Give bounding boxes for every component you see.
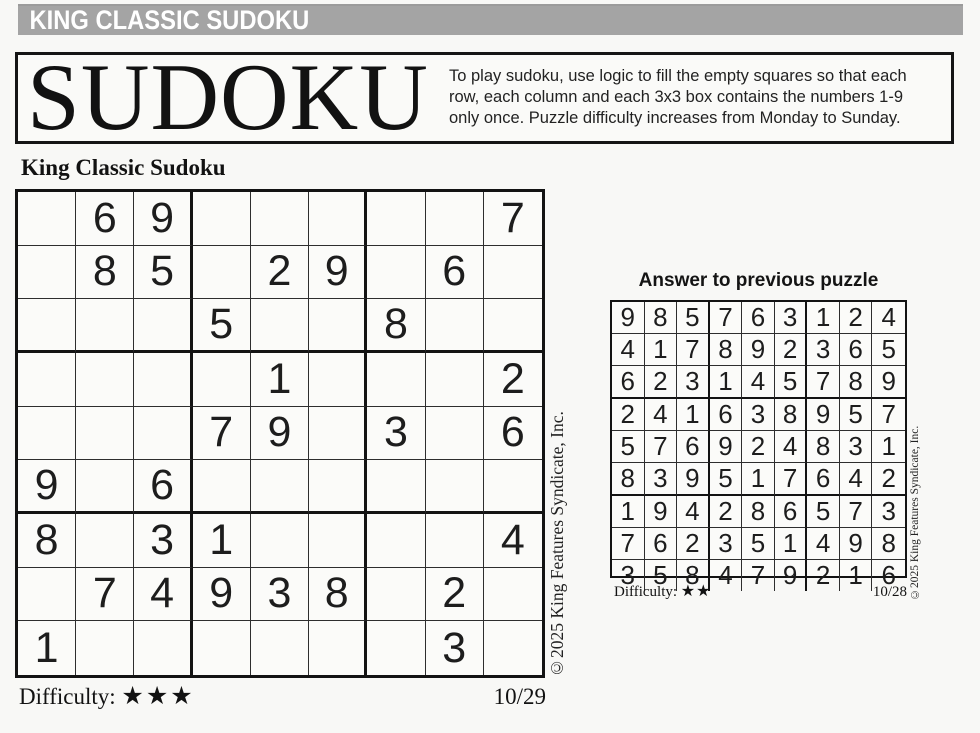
answer-cell-r7c9: 3 [872,496,905,528]
answer-cell-r3c3: 3 [677,366,710,399]
puzzle-cell-r7c2 [76,514,134,568]
answer-cell-r8c4: 3 [710,528,743,560]
puzzle-cell-r7c1: 8 [18,514,76,568]
puzzle-cell-r8c4: 9 [193,568,251,622]
puzzle-cell-r9c4 [193,621,251,675]
answer-cell-r3c1: 6 [612,366,645,399]
puzzle-cell-r7c9: 4 [484,514,542,568]
puzzle-cell-r5c6 [309,407,367,461]
answer-cell-r1c5: 6 [742,302,775,334]
puzzle-cell-r3c8 [426,299,484,353]
puzzle-cell-r6c9 [484,460,542,514]
answer-cell-r6c5: 1 [742,463,775,496]
answer-copyright: ©2025 King Features Syndicate, Inc. [909,425,921,600]
puzzle-cell-r1c5 [251,192,309,246]
answer-cell-r9c4: 4 [710,560,743,591]
puzzle-cell-r2c6: 9 [309,246,367,300]
answer-cell-r5c2: 7 [645,431,678,463]
answer-cell-r4c3: 1 [677,399,710,431]
instructions-line-2: row, each column and each 3x3 box contains the numbers 1-9 [449,88,904,106]
puzzle-cell-r2c4 [193,246,251,300]
answer-cell-r7c5: 8 [742,496,775,528]
puzzle-cell-r5c8 [426,407,484,461]
masthead-box [15,44,954,150]
puzzle-cell-r7c5 [251,514,309,568]
puzzle-cell-r1c2: 6 [76,192,134,246]
answer-cell-r4c1: 2 [612,399,645,431]
answer-cell-r1c8: 2 [840,302,873,334]
answer-cell-r6c7: 6 [807,463,840,496]
answer-cell-r1c9: 4 [872,302,905,334]
answer-cell-r9c5: 7 [742,560,775,591]
puzzle-cell-r4c5: 1 [251,353,309,407]
answer-cell-r9c7: 2 [807,560,840,591]
answer-cell-r1c6: 3 [775,302,808,334]
answer-cell-r9c3: 8 [677,560,710,591]
puzzle-cell-r8c9 [484,568,542,622]
answer-cell-r5c8: 3 [840,431,873,463]
answer-cell-r3c2: 2 [645,366,678,399]
puzzle-difficulty-label: Difficulty: [19,684,116,709]
sudoku-logo: SUDOKU [27,44,429,150]
answer-cell-r5c6: 4 [775,431,808,463]
answer-cell-r2c8: 6 [840,334,873,366]
puzzle-cell-r7c8 [426,514,484,568]
puzzle-cell-r3c6 [309,299,367,353]
puzzle-cell-r2c7 [367,246,425,300]
puzzle-cell-r2c1 [18,246,76,300]
puzzle-cell-r3c2 [76,299,134,353]
puzzle-cell-r1c9: 7 [484,192,542,246]
answer-cell-r8c7: 4 [807,528,840,560]
puzzle-cell-r1c8 [426,192,484,246]
puzzle-cell-r6c5 [251,460,309,514]
answer-cell-r1c1: 9 [612,302,645,334]
answer-cell-r1c7: 1 [807,302,840,334]
answer-cell-r5c7: 8 [807,431,840,463]
answer-cell-r9c2: 5 [645,560,678,591]
answer-cell-r8c2: 6 [645,528,678,560]
puzzle-cell-r1c1 [18,192,76,246]
puzzle-cell-r1c7 [367,192,425,246]
instructions-line-3: only once. Puzzle difficulty increases from Monday to Sunday. [449,109,901,127]
answer-cell-r9c6: 9 [775,560,808,591]
answer-cell-r7c6: 6 [775,496,808,528]
banner-title: KING CLASSIC SUDOKU [29,5,310,35]
title-banner [18,4,963,35]
puzzle-cell-r2c8: 6 [426,246,484,300]
answer-cell-r2c1: 4 [612,334,645,366]
answer-cell-r8c3: 2 [677,528,710,560]
puzzle-cell-r3c4: 5 [193,299,251,353]
puzzle-cell-r2c3: 5 [134,246,192,300]
answer-cell-r3c9: 9 [872,366,905,399]
answer-grid [610,300,907,590]
puzzle-cell-r8c5: 3 [251,568,309,622]
puzzle-cell-r3c1 [18,299,76,353]
puzzle-cell-r5c5: 9 [251,407,309,461]
instructions-text [449,66,907,129]
answer-cell-r4c5: 3 [742,399,775,431]
puzzle-cell-r5c9: 6 [484,407,542,461]
answer-cell-r9c9: 6 [881,560,896,590]
answer-cell-r6c3: 9 [677,463,710,496]
puzzle-cell-r7c3: 3 [134,514,192,568]
puzzle-heading: King Classic Sudoku [21,155,226,180]
puzzle-cell-r9c8: 3 [426,621,484,675]
answer-cell-r8c1: 7 [612,528,645,560]
answer-cell-r1c3: 5 [677,302,710,334]
answer-heading: Answer to previous puzzle [638,270,879,291]
answer-cell-r6c9: 2 [872,463,905,496]
answer-cell-r2c9: 5 [872,334,905,366]
answer-cell-r2c6: 2 [775,334,808,366]
puzzle-date: 10/29 [493,684,546,709]
answer-difficulty-stars: ★★ [680,583,712,600]
answer-cell-r4c7: 9 [807,399,840,431]
puzzle-cell-r8c6: 8 [309,568,367,622]
puzzle-cell-r9c1: 1 [18,621,76,675]
answer-cell-r3c4: 1 [710,366,743,399]
puzzle-cell-r6c6 [309,460,367,514]
answer-cell-r6c4: 5 [710,463,743,496]
answer-cell-r8c6: 1 [775,528,808,560]
answer-cell-r7c8: 7 [840,496,873,528]
answer-cell-r6c8: 4 [840,463,873,496]
puzzle-cell-r4c6 [309,353,367,407]
puzzle-cell-r6c4 [193,460,251,514]
answer-cell-r2c7: 3 [807,334,840,366]
answer-cell-r5c1: 5 [612,431,645,463]
answer-cell-r5c9: 1 [872,431,905,463]
answer-cell-r7c4: 2 [710,496,743,528]
answer-cell-r3c8: 8 [840,366,873,399]
answer-difficulty-row [610,581,907,601]
puzzle-cell-r8c2: 7 [76,568,134,622]
answer-cell-r4c6: 8 [775,399,808,431]
puzzle-cell-r6c7 [367,460,425,514]
answer-cell-r4c8: 5 [840,399,873,431]
puzzle-cell-r3c7: 8 [367,299,425,353]
puzzle-cell-r4c3 [134,353,192,407]
puzzle-cell-r6c1: 9 [18,460,76,514]
answer-cell-r6c6: 7 [775,463,808,496]
puzzle-cell-r9c9 [484,621,542,675]
puzzle-cell-r5c2 [76,407,134,461]
answer-cell-r5c3: 6 [677,431,710,463]
puzzle-cell-r1c6 [309,192,367,246]
puzzle-grid [15,189,545,678]
answer-cell-r8c5: 5 [742,528,775,560]
instructions-line-1: To play sudoku, use logic to fill the empty squares so that each [449,67,907,85]
puzzle-cell-r5c4: 7 [193,407,251,461]
puzzle-cell-r3c9 [484,299,542,353]
puzzle-cell-r4c8 [426,353,484,407]
puzzle-cell-r9c5 [251,621,309,675]
puzzle-cell-r5c7: 3 [367,407,425,461]
puzzle-cell-r1c3: 9 [134,192,192,246]
puzzle-cell-r9c6 [309,621,367,675]
puzzle-cell-r8c1 [18,568,76,622]
puzzle-cell-r4c7 [367,353,425,407]
answer-cell-r2c2: 1 [645,334,678,366]
puzzle-difficulty [15,681,195,711]
puzzle-cell-r4c4 [193,353,251,407]
answer-cell-r9c1: 3 [612,560,645,591]
answer-cell-r1c2: 8 [645,302,678,334]
puzzle-cell-r9c3 [134,621,192,675]
puzzle-cell-r4c2 [76,353,134,407]
answer-difficulty-label: Difficulty: [614,584,678,600]
answer-cell-r9c8: 1 [840,560,873,591]
answer-date: 10/28 [872,584,907,600]
puzzle-cell-r2c5: 2 [251,246,309,300]
puzzle-cell-r1c4 [193,192,251,246]
answer-difficulty [610,581,711,601]
puzzle-cell-r6c8 [426,460,484,514]
answer-cell-r8c9: 8 [872,528,905,560]
answer-cell-r5c5: 2 [742,431,775,463]
puzzle-difficulty-row [15,681,546,711]
answer-cell-r4c2: 4 [645,399,678,431]
puzzle-cell-r7c7 [367,514,425,568]
puzzle-cell-r6c2 [76,460,134,514]
answer-cell-r3c7: 7 [807,366,840,399]
answer-cell-r7c2: 9 [645,496,678,528]
answer-cell-r6c1: 8 [612,463,645,496]
puzzle-cell-r9c2 [76,621,134,675]
puzzle-cell-r8c8: 2 [426,568,484,622]
puzzle-copyright: ©2025 King Features Syndicate, Inc. [547,411,567,678]
puzzle-cell-r3c5 [251,299,309,353]
puzzle-cell-r7c6 [309,514,367,568]
puzzle-difficulty-stars: ★★★ [121,683,195,710]
puzzle-cell-r4c1 [18,353,76,407]
answer-cell-r3c5: 4 [742,366,775,399]
answer-cell-r2c3: 7 [677,334,710,366]
answer-cell-r5c4: 9 [710,431,743,463]
answer-cell-r8c8: 9 [840,528,873,560]
puzzle-cell-r4c9: 2 [484,353,542,407]
answer-cell-r7c7: 5 [807,496,840,528]
puzzle-cell-r8c3: 4 [134,568,192,622]
puzzle-cell-r8c7 [367,568,425,622]
answer-cell-r2c4: 8 [710,334,743,366]
puzzle-cell-r3c3 [134,299,192,353]
answer-cell-r7c3: 4 [677,496,710,528]
answer-cell-r6c2: 3 [645,463,678,496]
puzzle-cell-r2c9 [484,246,542,300]
answer-cell-r2c5: 9 [742,334,775,366]
puzzle-cell-r5c1 [18,407,76,461]
puzzle-cell-r6c3: 6 [134,460,192,514]
answer-cell-r1c4: 7 [710,302,743,334]
answer-cell-r4c4: 6 [710,399,743,431]
answer-cell-r4c9: 7 [872,399,905,431]
answer-cell-r7c1: 1 [612,496,645,528]
puzzle-cell-r5c3 [134,407,192,461]
puzzle-cell-r2c2: 8 [76,246,134,300]
puzzle-cell-r9c7 [367,621,425,675]
answer-cell-r3c6: 5 [775,366,808,399]
puzzle-cell-r7c4: 1 [193,514,251,568]
